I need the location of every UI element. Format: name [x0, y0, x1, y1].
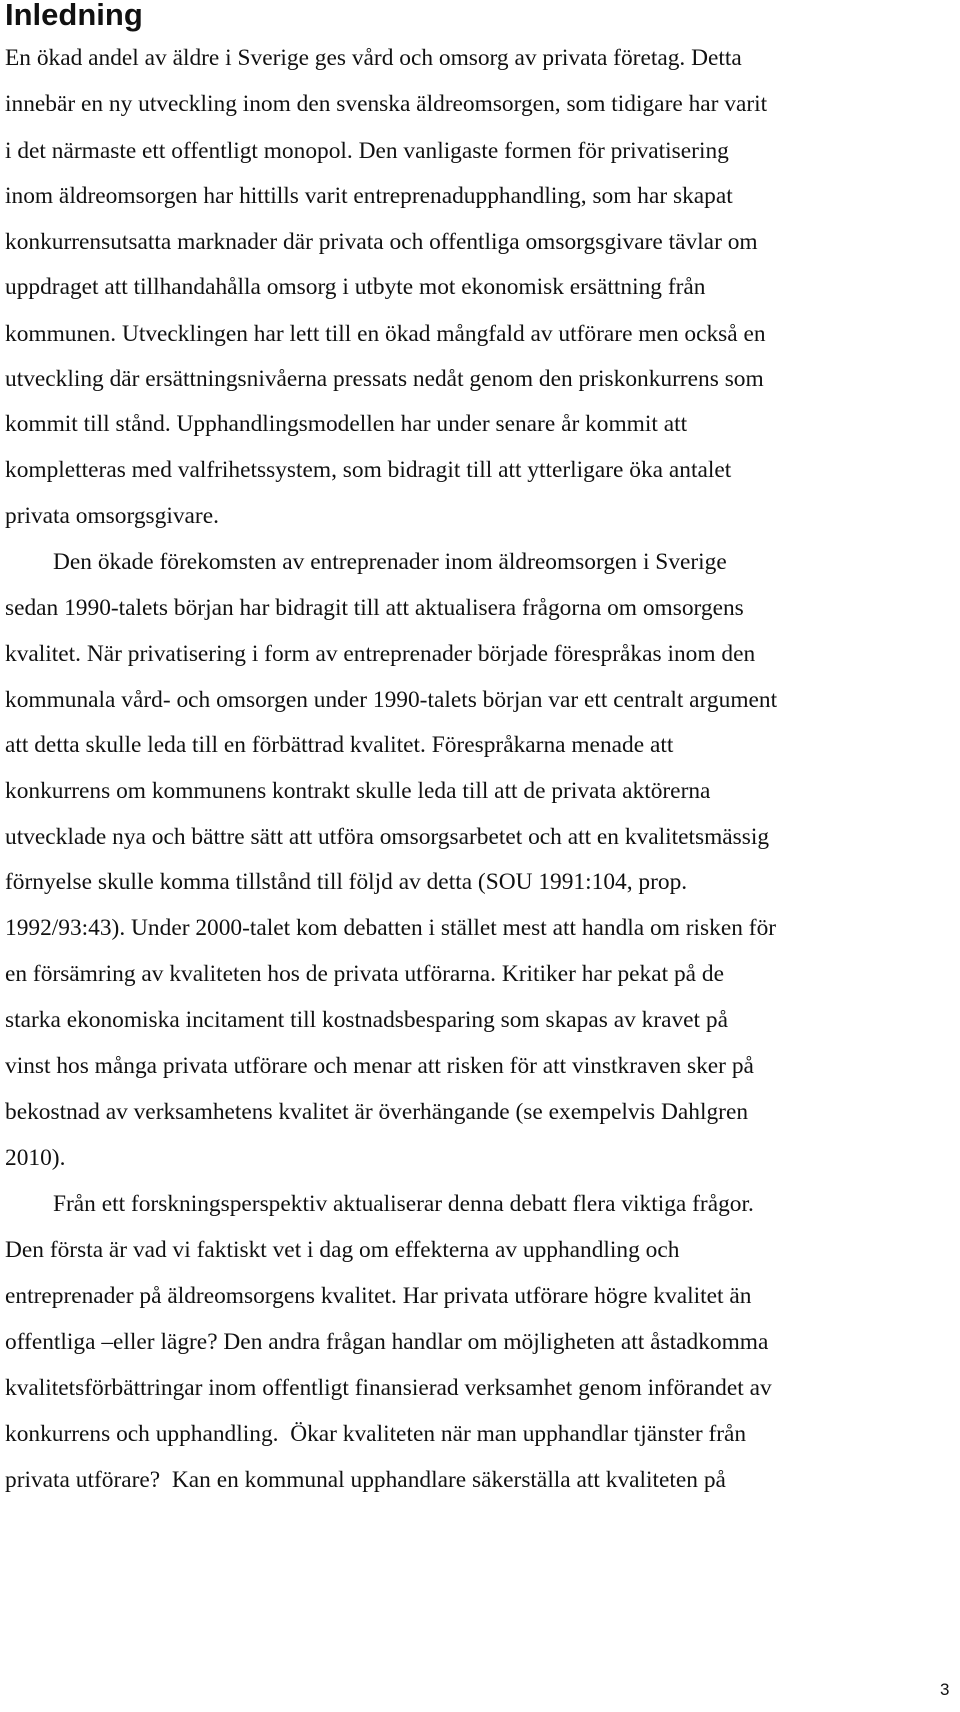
text-line: vinst hos många privata utförare och menar att risken för att vinstkraven sker på — [5, 1053, 754, 1079]
text-line: 2010). — [5, 1145, 66, 1171]
text-line: kompletteras med valfrihetssystem, som bidragit till att ytterligare öka antalet — [5, 457, 732, 483]
text-line: uppdraget att tillhandahålla omsorg i utbyte mot ekonomisk ersättning från — [5, 274, 706, 300]
text-line: konkurrensutsatta marknader där privata och offentliga omsorgsgivare tävlar om — [5, 229, 758, 255]
text-line: Den första är vad vi faktiskt vet i dag om effekterna av upphandling och — [5, 1237, 680, 1263]
text-line: att detta skulle leda till en förbättrad kvalitet. Förespråkarna menade att — [5, 732, 674, 758]
text-line: en försämring av kvaliteten hos de privata utförarna. Kritiker har pekat på de — [5, 961, 724, 987]
text-line: i det närmaste ett offentligt monopol. Den vanligaste formen för privatisering — [5, 138, 729, 164]
text-line: inom äldreomsorgen har hittills varit entreprenadupphandling, som har skapat — [5, 183, 733, 209]
text-line: utveckling där ersättningsnivåerna pressats nedåt genom den priskonkurrens som — [5, 366, 764, 392]
page-number: 3 — [940, 1680, 950, 1699]
text-line: sedan 1990-talets början har bidragit till att aktualisera frågorna om omsorgens — [5, 595, 744, 621]
text-line: kvalitet. När privatisering i form av entreprenader började förespråkas inom den — [5, 641, 756, 667]
text-line: konkurrens och upphandling. Ökar kvaliteten när man upphandlar tjänster från — [5, 1421, 747, 1447]
text-line: Från ett forskningsperspektiv aktualiserar denna debatt flera viktiga frågor. — [53, 1191, 754, 1217]
text-line: En ökad andel av äldre i Sverige ges vård och omsorg av privata företag. Detta — [5, 45, 742, 71]
text-line: privata utförare? Kan en kommunal upphandlare säkerställa att kvaliteten på — [5, 1467, 726, 1493]
text-line: konkurrens om kommunens kontrakt skulle leda till att de privata aktörerna — [5, 778, 711, 804]
text-line: 1992/93:43). Under 2000-talet kom debatten i stället mest att handla om risken för — [5, 915, 777, 941]
text-line: Den ökade förekomsten av entreprenader inom äldreomsorgen i Sverige — [53, 549, 727, 575]
text-line: kommit till stånd. Upphandlingsmodellen har under senare år kommit att — [5, 411, 688, 437]
text-line: utvecklade nya och bättre sätt att utföra omsorgsarbetet och att en kvalitetsmässig — [5, 824, 770, 850]
text-line: starka ekonomiska incitament till kostnadsbesparing som skapas av kravet på — [5, 1007, 728, 1033]
text-line: kommunala vård- och omsorgen under 1990-talets början var ett centralt argument — [5, 687, 778, 713]
text-line: bekostnad av verksamhetens kvalitet är överhängande (se exempelvis Dahlgren — [5, 1099, 749, 1125]
text-line: privata omsorgsgivare. — [5, 503, 219, 529]
text-line: entreprenader på äldreomsorgens kvalitet. Har privata utförare högre kvalitet än — [5, 1283, 752, 1309]
section-heading: Inledning — [5, 0, 143, 32]
text-line: kommunen. Utvecklingen har lett till en ökad mångfald av utförare men också en — [5, 321, 766, 347]
text-line: förnyelse skulle komma tillstånd till följd av detta (SOU 1991:104, prop. — [5, 869, 688, 895]
text-line: kvalitetsförbättringar inom offentligt finansierad verksamhet genom införandet av — [5, 1375, 772, 1401]
text-line: innebär en ny utveckling inom den svenska äldreomsorgen, som tidigare har varit — [5, 91, 768, 117]
text-line: offentliga –eller lägre? Den andra frågan handlar om möjligheten att åstadkomma — [5, 1329, 769, 1355]
